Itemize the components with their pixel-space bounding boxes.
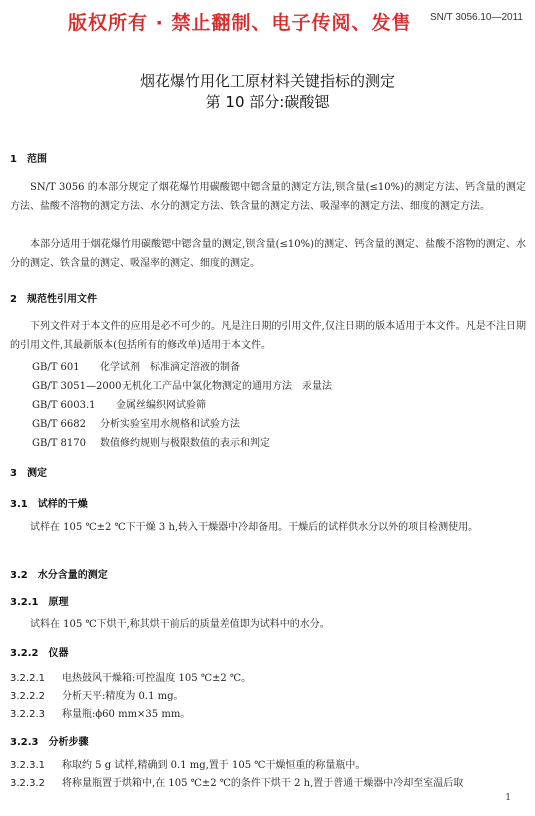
- clause-text: 称量瓶:ϕ60 mm×35 mm。: [62, 709, 191, 720]
- clause-item: [10, 705, 190, 720]
- reference-title: 分析实验室用水规格和试验方法: [100, 419, 240, 430]
- clause-item: [10, 756, 365, 771]
- reference-title: 化学试剂 标准滴定溶液的制备: [100, 362, 240, 373]
- section-heading-scope: [10, 150, 47, 165]
- section-number: 3: [10, 468, 17, 479]
- section-number: 2: [10, 294, 17, 305]
- reference-code: GB/T 6003.1: [32, 400, 96, 411]
- section-number: 3.2.1: [10, 597, 39, 608]
- section-title: 水分含量的测定: [37, 570, 108, 581]
- section-title: 仪器: [48, 648, 69, 659]
- subsection-heading-moisture: [10, 566, 108, 581]
- reference-code: GB/T 3051—2000: [32, 381, 122, 392]
- reference-item: [32, 434, 270, 449]
- reference-code: GB/T 8170: [32, 438, 87, 449]
- watermark-text: 版权所有 · 禁止翻制、电子传阅、发售: [68, 12, 412, 34]
- clause-text: 称取约 5 g 试样,精确到 0.1 mg,置于 105 ℃干燥恒重的称量瓶中。: [62, 760, 366, 771]
- reference-item: [32, 396, 206, 411]
- section-title: 原理: [48, 597, 69, 608]
- subsection-heading-principle: [10, 593, 68, 608]
- paragraph: 本部分适用于烟花爆竹用碳酸锶中锶含量的测定,钡含量(≤10%)的测定、钙含量的测定、盐酸不溶物的测定、水分的测定、铁含量的测定、吸湿率的测定、细度的测定。: [10, 239, 526, 269]
- section-title: 分析步骤: [48, 737, 89, 748]
- section-number: 3.2.3: [10, 737, 39, 748]
- clause-number: 3.2.2.2: [10, 691, 45, 702]
- paragraph: 试样在 105 ℃±2 ℃下干燥 3 h,转入干燥器中冷却备用。干燥后的试样供水分以外的项目检测使用。: [30, 522, 479, 533]
- clause-number: 3.2.2.3: [10, 709, 45, 720]
- reference-item: [32, 377, 332, 392]
- paragraph: 试料在 105 ℃下烘干,称其烘干前后的质量差值即为试料中的水分。: [30, 619, 330, 630]
- reference-title: 金属丝编织网试验筛: [116, 400, 206, 411]
- section-title: 测定: [26, 468, 47, 479]
- section-number: 3.2.2: [10, 648, 39, 659]
- section-title: 试样的干燥: [37, 499, 88, 510]
- subsection-heading-apparatus: [10, 644, 68, 659]
- section-title: 范围: [26, 154, 47, 165]
- section-number: 3.2: [10, 570, 28, 581]
- paragraph: SN/T 3056 的本部分规定了烟花爆竹用碳酸锶中锶含量的测定方法,钡含量(≤10%)的测定方法、钙含量的测定方法、盐酸不溶物的测定方法、水分的测定方法、铁含量的测定方法、吸湿率的测定方法、细度的测定方法。: [10, 182, 526, 212]
- subsection-heading-procedure: [10, 733, 88, 748]
- section-number: 3.1: [10, 499, 28, 510]
- reference-code: GB/T 6682: [32, 419, 87, 430]
- section-heading-normative-references: [10, 290, 97, 305]
- clause-text: 电热鼓风干燥箱:可控温度 105 ℃±2 ℃。: [62, 673, 252, 684]
- document-title: 烟花爆竹用化工原材料关键指标的测定: [139, 72, 395, 90]
- clause-number: 3.2.3.2: [10, 778, 45, 789]
- subsection-heading-sample-drying: [10, 495, 88, 510]
- reference-title: 数值修约规则与极限数值的表示和判定: [100, 438, 270, 449]
- clause-text: 将称量瓶置于烘箱中,在 105 ℃±2 ℃的条件下烘干 2 h,置于普通干燥器中冷却至室温后取: [62, 778, 464, 789]
- reference-code: GB/T 601: [32, 362, 80, 373]
- clause-number: 3.2.2.1: [10, 673, 45, 684]
- clause-text: 分析天平:精度为 0.1 mg。: [62, 691, 184, 702]
- reference-item: [32, 415, 240, 430]
- section-number: 1: [10, 154, 17, 165]
- reference-item: [32, 358, 240, 373]
- clause-item: [10, 687, 184, 702]
- section-title: 规范性引用文件: [26, 294, 97, 305]
- paragraph: 下列文件对于本文件的应用是必不可少的。凡是注日期的引用文件,仅注日期的版本适用于本文件。凡是不注日期的引用文件,其最新版本(包括所有的修改单)适用于本文件。: [10, 321, 526, 351]
- section-heading-determination: [10, 464, 47, 479]
- standard-number: SN/T 3056.10—2011: [429, 12, 523, 23]
- clause-number: 3.2.3.1: [10, 760, 45, 771]
- clause-item: [10, 669, 251, 684]
- document-subtitle: 第 10 部分:碳酸锶: [205, 93, 330, 111]
- clause-item: [10, 774, 463, 789]
- reference-title: 无机化工产品中氯化物测定的通用方法 汞量法: [122, 381, 332, 392]
- page-number: 1: [505, 793, 511, 803]
